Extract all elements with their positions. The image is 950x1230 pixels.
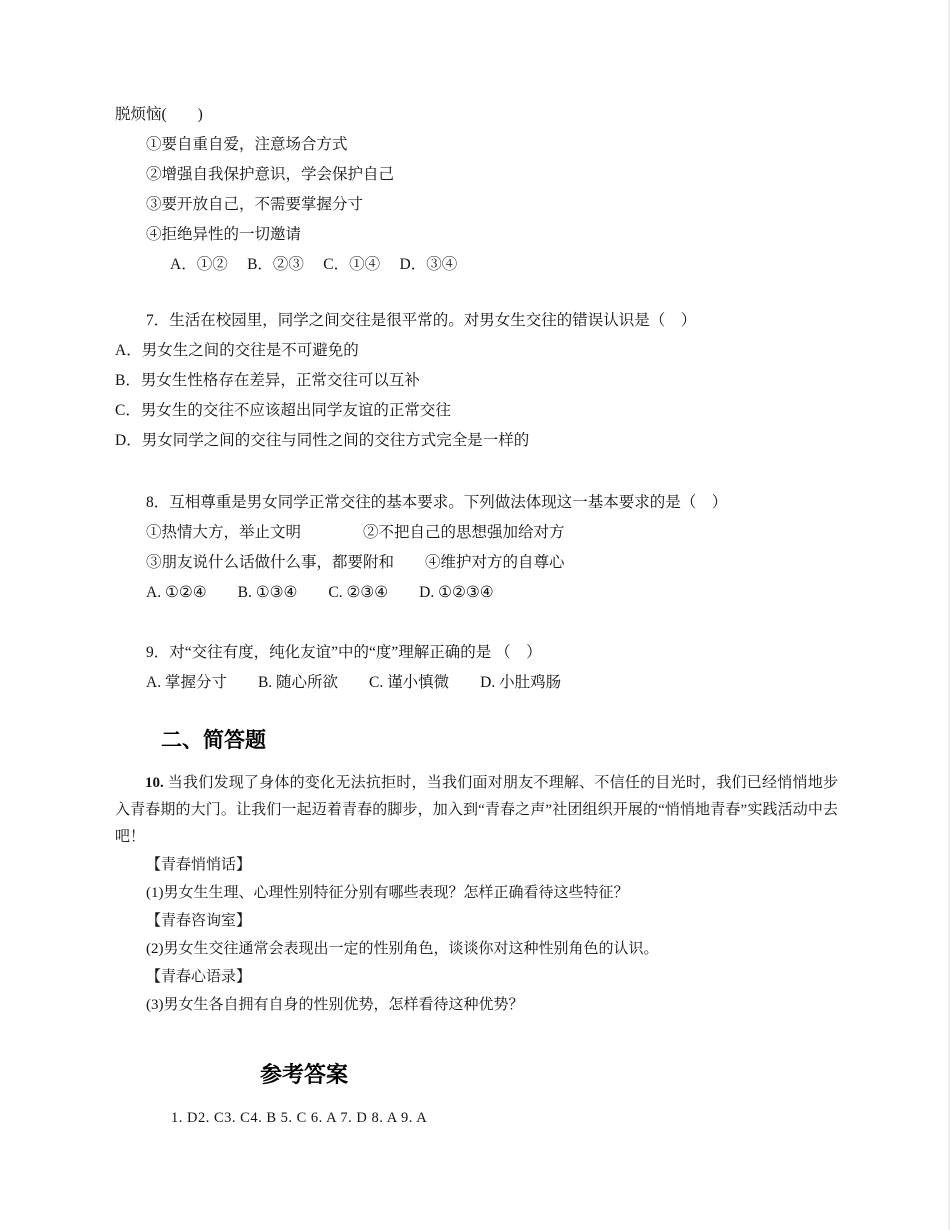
part-1-tag: 【青春悄悄话】 — [146, 857, 252, 873]
question-10-intro — [115, 770, 838, 851]
statement-pair-line-2: ③朋友说什么话做什么事，都要附和 ④维护对方的自尊心 — [146, 554, 565, 571]
option-item-3: ③要开放自己，不需要掌握分寸 — [146, 196, 364, 213]
question-9 — [115, 638, 838, 698]
option-b: B．男女生性格存在差异，正常交往可以互补 — [115, 372, 420, 389]
question-stem-tail: 脱烦恼( ) — [115, 106, 203, 123]
answer-choices: A. ①②④ B. ①③④ C. ②③④ D. ①②③④ — [146, 584, 494, 601]
option-item-4: ④拒绝异性的一切邀请 — [146, 226, 302, 243]
option-c: C．男女生的交往不应该超出同学友谊的正常交往 — [115, 402, 451, 419]
part-2-tag: 【青春咨询室】 — [146, 913, 252, 929]
option-item-1: ①要自重自爱，注意场合方式 — [146, 136, 348, 153]
answer-choices: A. 掌握分寸 B. 随心所欲 C. 谨小慎微 D. 小肚鸡肠 — [146, 674, 562, 691]
statement-pair-line-1: ①热情大方，举止文明 ②不把自己的思想强加给对方 — [146, 524, 565, 541]
option-d: D．男女同学之间的交往与同性之间的交往方式完全是一样的 — [115, 432, 530, 449]
question-10-number: 10. — [145, 775, 164, 791]
part-1-question: (1)男女生生理、心理性别特征分别有哪些表现？怎样正确看待这些特征？ — [146, 885, 629, 901]
question-stem: 9．对“交往有度，纯化友谊”中的“度”理解正确的是 （ ） — [146, 644, 542, 661]
reference-answers-line: 1. D2. C3. C4. B 5. C 6. A 7. D 8. A 9. A — [171, 1110, 428, 1126]
option-item-2: ②增强自我保护意识，学会保护自己 — [146, 166, 395, 183]
question-10 — [115, 770, 838, 1019]
option-a: A．男女生之间的交往是不可避免的 — [115, 342, 359, 359]
question-stem: 8．互相尊重是男女同学正常交往的基本要求。下列做法体现这一基本要求的是（ ） — [146, 494, 728, 511]
question-10-intro-text: 当我们发现了身体的变化无法抗拒时，当我们面对朋友不理解、不信任的目光时，我们已经悄悄地步入青春期的大门。让我们一起迈着青春的脚步，加入到“青春之声”社团组织开展的“悄悄地青春”实践活动中去吧！ — [115, 775, 838, 845]
part-2-question: (2)男女生交往通常会表现出一定的性别角色，谈谈你对这种性别角色的认识。 — [146, 941, 659, 957]
section-2-heading: 二、简答题 — [161, 729, 266, 752]
reference-answers-heading: 参考答案 — [260, 1062, 349, 1087]
part-3-question: (3)男女生各自拥有自身的性别优势，怎样看待这种优势？ — [146, 997, 524, 1013]
question-7 — [115, 306, 838, 456]
question-8 — [115, 488, 838, 608]
part-3-tag: 【青春心语录】 — [146, 969, 252, 985]
question-6-continuation — [115, 100, 838, 280]
answer-choices: A．①② B．②③ C．①④ D．③④ — [170, 256, 458, 273]
question-stem: 7．生活在校园里，同学之间交往是很平常的。对男女生交往的错误认识是（ ） — [146, 312, 697, 329]
